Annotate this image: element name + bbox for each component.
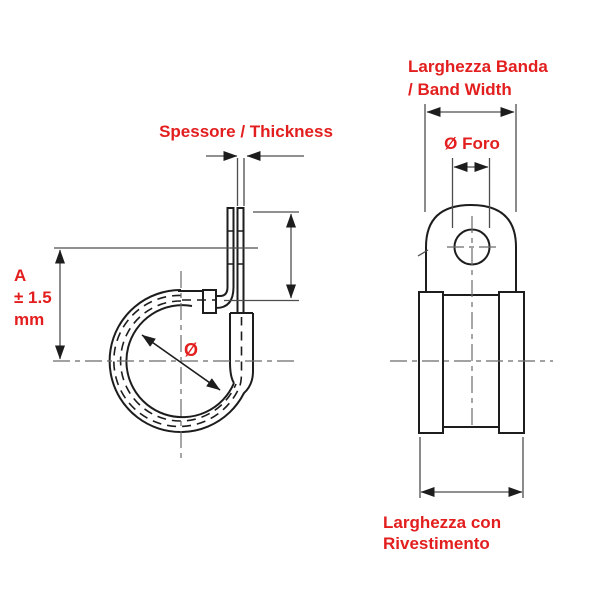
front-view-centerlines bbox=[390, 216, 553, 430]
front-view-body bbox=[418, 205, 524, 433]
band-width-label bbox=[408, 55, 548, 101]
bore-diameter-symbol: Ø bbox=[184, 340, 199, 360]
thickness-label: Spessore / Thickness bbox=[159, 122, 333, 141]
hole-diameter-label: Ø Foro bbox=[444, 134, 500, 153]
band-width-label-line2: / Band Width bbox=[408, 80, 512, 99]
coated-width-label-line1: Larghezza con bbox=[383, 513, 502, 532]
a-dimension-label bbox=[14, 265, 52, 331]
coated-width-label bbox=[383, 512, 501, 554]
a-dimension-label-line1: A bbox=[14, 266, 27, 285]
coated-width-label-line2: Rivestimento bbox=[383, 534, 490, 553]
a-dimension-label-line2: ± 1.5 bbox=[14, 288, 52, 307]
side-view-centerlines bbox=[53, 271, 298, 463]
side-view-dimensions bbox=[54, 156, 304, 390]
side-view-tab-strips bbox=[228, 208, 244, 313]
band-width-label-line1: Larghezza Banda bbox=[408, 57, 548, 76]
a-dimension-label-line3: mm bbox=[14, 310, 45, 329]
